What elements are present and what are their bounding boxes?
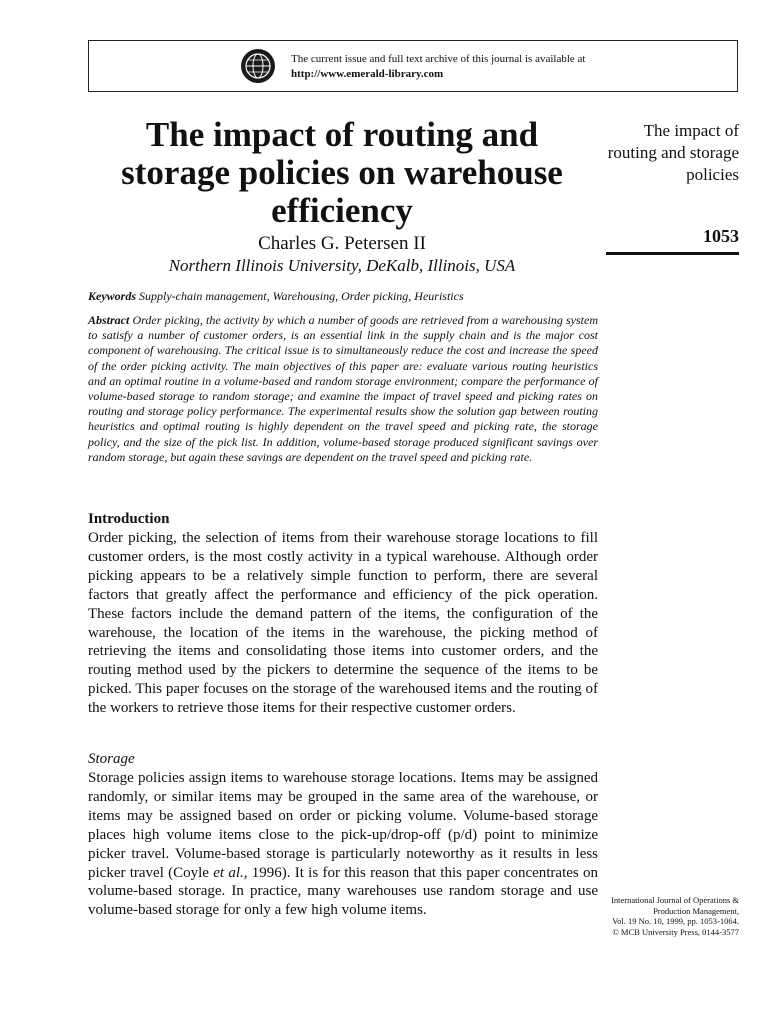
introduction-heading: Introduction	[88, 511, 170, 527]
storage-text-part1: Storage policies assign items to warehouse storage locations. Items may be assigned randomly, or similar items may be grouped in the same area of the warehouse, or items may be assigned based on order or picking volume. Volume-based storage places high volume items close to the pick-up/drop-off (p/d) point to minimize picker travel. Volume-based storage is particularly noteworthy as it results in less picker travel (Coyle	[88, 770, 598, 881]
globe-icon	[241, 49, 275, 83]
keywords-text: Supply-chain management, Warehousing, Order picking, Heuristics	[139, 289, 464, 303]
introduction-paragraph: Order picking, the selection of items from their warehouse storage locations to fill customer orders, is the most costly activity in a typical warehouse. Although order picking appears to be a relatively simple function to perform, there are several factors that greatly affect the performance and efficiency of the pick operation. These factors include the demand pattern of the items, the configuration of the warehouse, the location of the items in the warehouse, the picking method of retrieving the items and consolidating those items into customer orders, and the routing method used by the pickers to determine the sequence of the items to be picked. This paper focuses on the storage of the warehoused items and the routing of the workers to retrieve those items for their respective customer orders.	[88, 530, 598, 717]
storage-text-etal: et al.,	[213, 864, 248, 881]
citation-line-1: International Journal of Operations &	[611, 895, 739, 905]
storage-paragraph	[88, 769, 598, 920]
citation-line-3: Vol. 19 No. 10, 1999, pp. 1053-1064.	[612, 916, 739, 926]
header-text	[291, 52, 585, 82]
journal-citation	[560, 895, 739, 937]
author-name: Charles G. Petersen II	[258, 233, 426, 254]
availability-notice: The current issue and full text archive of this journal is available at	[291, 53, 586, 65]
keywords	[88, 289, 598, 304]
sidebar-rule	[606, 252, 739, 255]
abstract	[88, 313, 598, 465]
storage-text-part2: 1996). It is for this reason that this paper concentrates on volume-based storage. In practice, many warehouses use random storage and use volume-based storage for only a few high volume items.	[88, 864, 599, 919]
running-title: The impact of routing and storage policies	[607, 121, 739, 184]
page-number: 1053	[703, 226, 739, 246]
citation-line-2: Production Management,	[653, 905, 739, 916]
author-affiliation: Northern Illinois University, DeKalb, Illinois, USA	[168, 256, 516, 275]
abstract-label: Abstract	[88, 313, 130, 327]
article-title: The impact of routing and storage policies on warehouse efficiency	[121, 115, 563, 230]
keywords-label: Keywords	[88, 289, 136, 303]
journal-url[interactable]: http://www.emerald-library.com	[291, 68, 444, 80]
citation-line-4: © MCB University Press, 0144-3577	[612, 926, 739, 937]
storage-heading: Storage	[88, 751, 135, 767]
journal-availability-box	[88, 40, 738, 92]
abstract-text: Order picking, the activity by which a number of goods are retrieved from a warehousing system to satisfy a number of customer orders, is an essential link in the supply chain and is the major cost component of warehousing. The critical issue is to simultaneously reduce the cost and increase the speed of the order picking activity. The main objectives of this paper are: evaluate various routing heuristics and an optimal routine in a volume-based and random storage environment; compare the performance of volume-based storage to random storage; and examine the impact of travel speed and picking rates on routing and storage policy performance. The experimental results show the solution gap between routing heuristics and optimal routing is highly dependent on the travel speed and picking rate, the storage policy, and the size of the pick list. In addition, volume-based storage produced significant savings over random storage, but again these savings are dependent on the travel speed and picking rate.	[88, 313, 599, 464]
